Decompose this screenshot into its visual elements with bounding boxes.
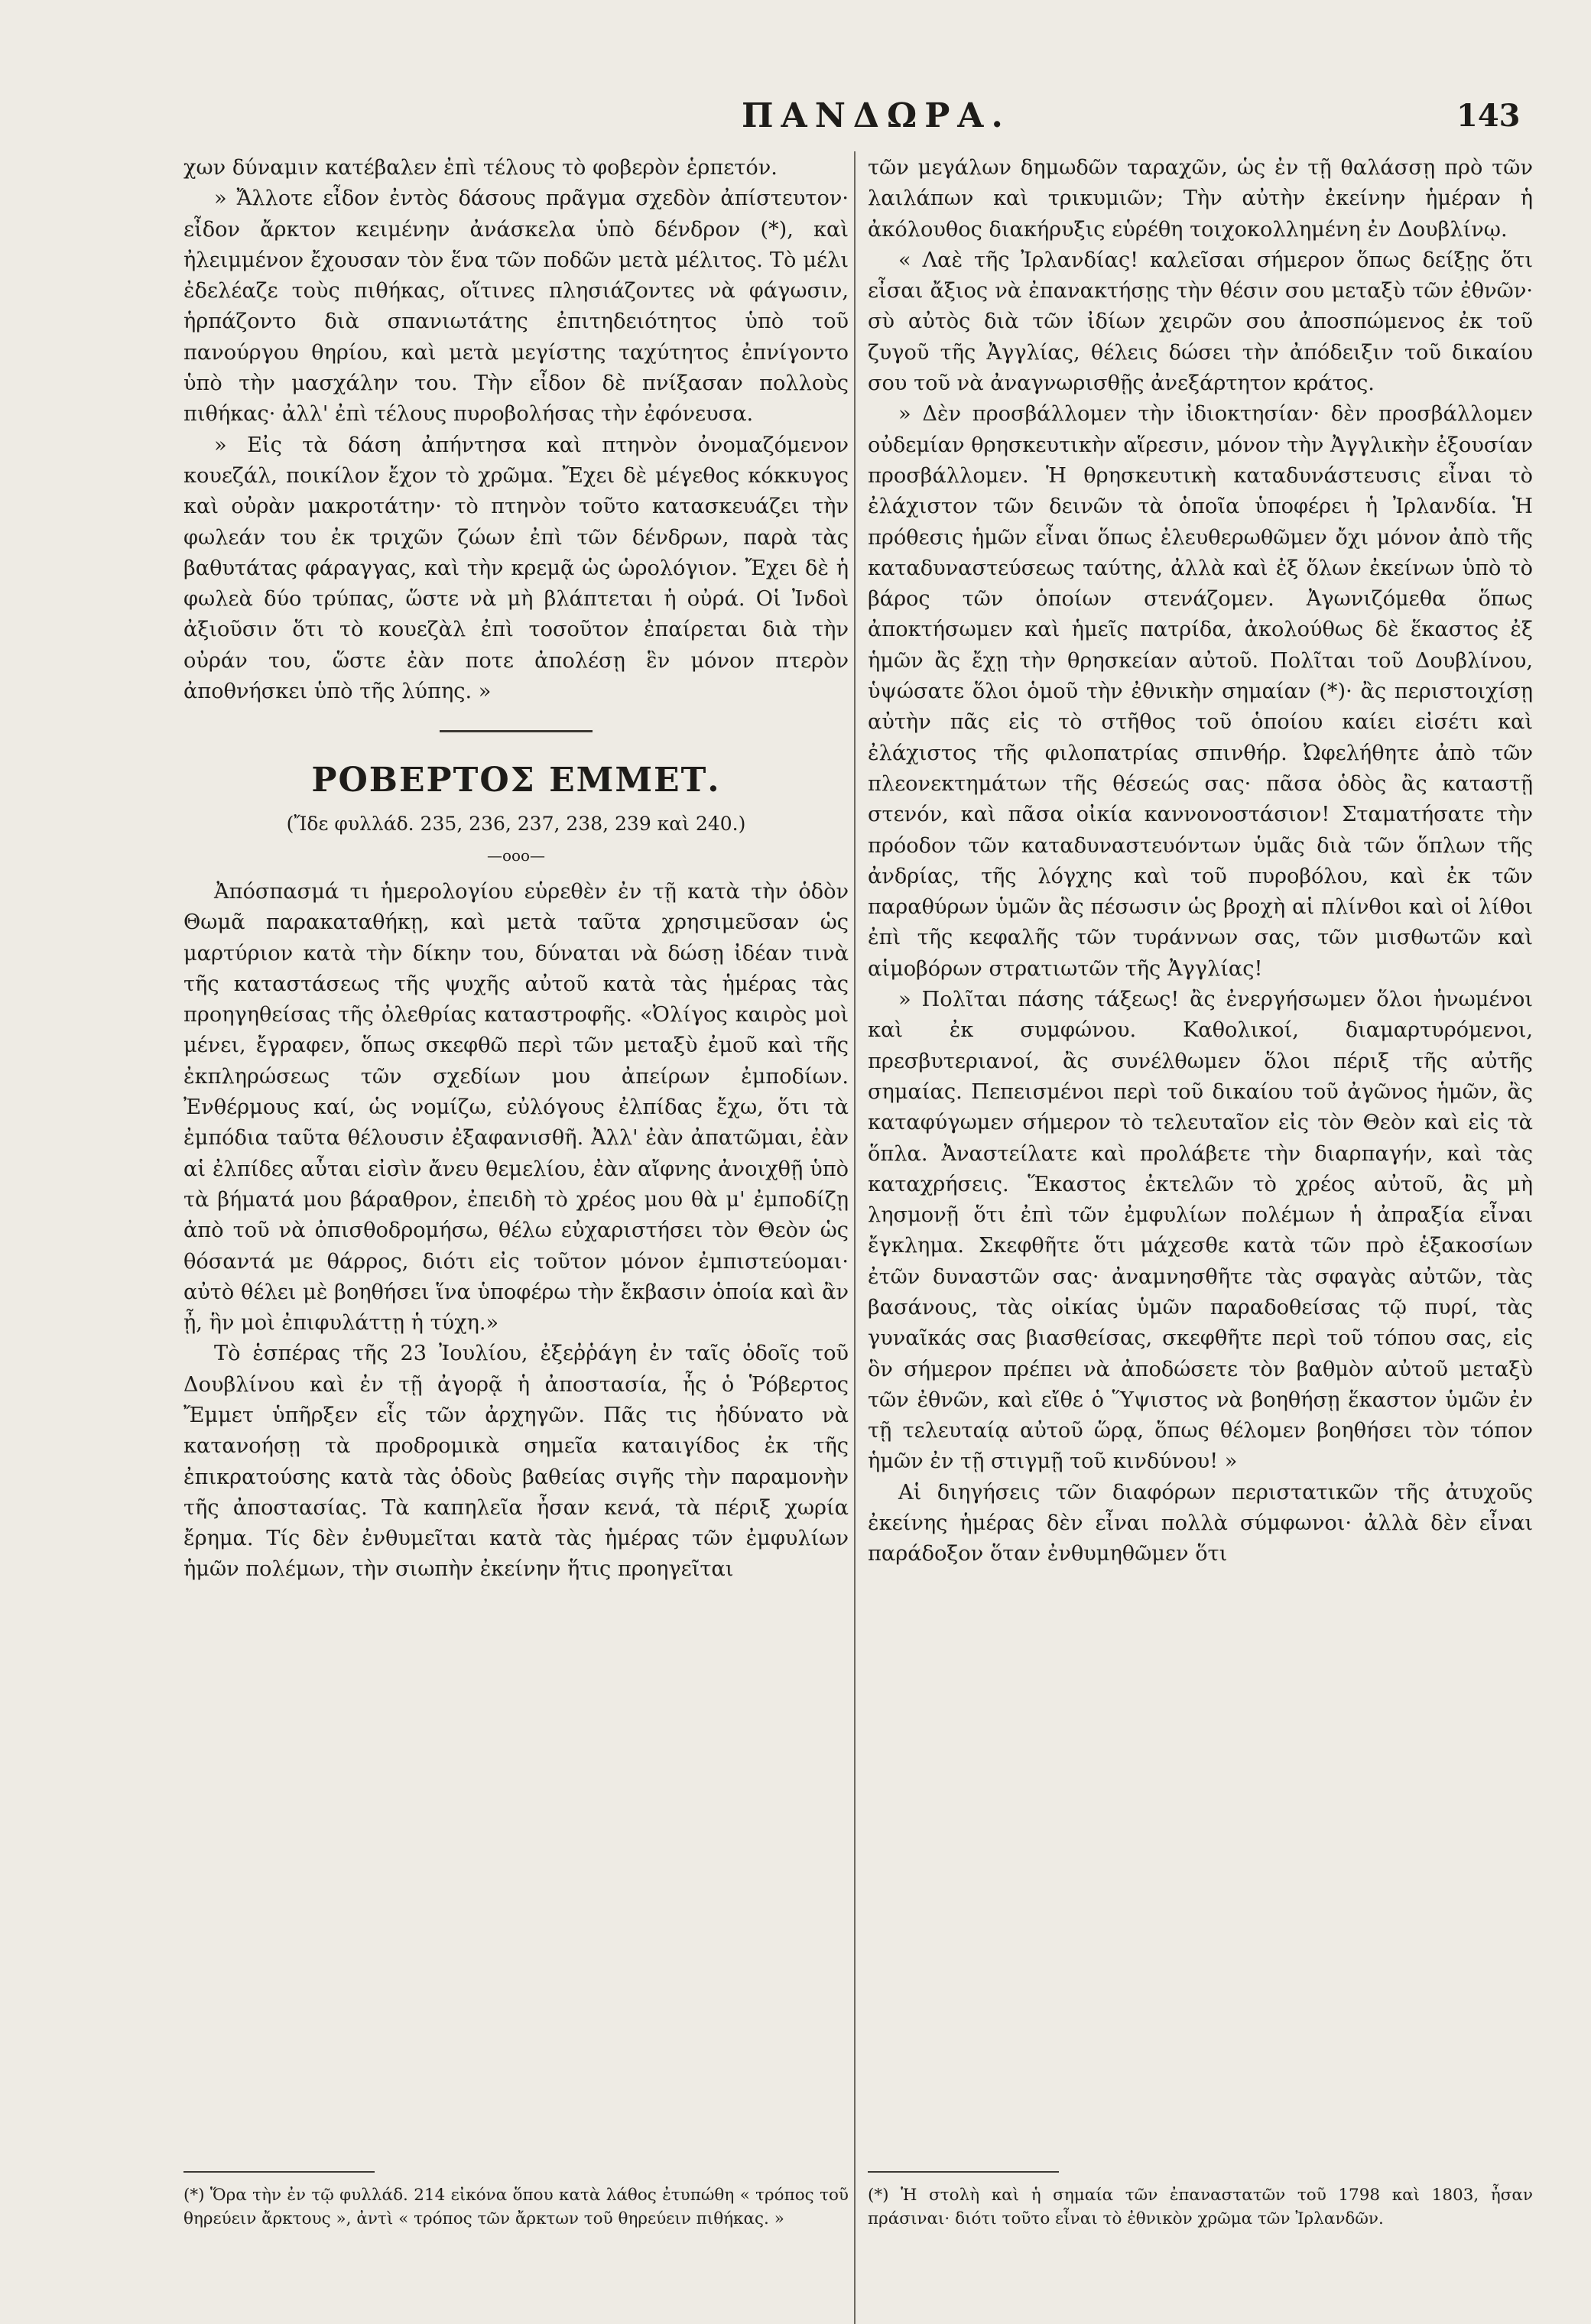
right-footnote: (*) Ἡ στολὴ καὶ ἡ σημαία τῶν ἐπαναστατῶν τοῦ 1798 καὶ 1803, ἦσαν πράσιναι· διότι τοῦτο εἶναι τὸ ἐθνικὸν χρῶμα τῶν Ἰρλανδῶν. <box>868 2186 1533 2228</box>
column-divider <box>854 151 856 2324</box>
footnote-rule <box>868 2171 1059 2173</box>
left-footnote-area <box>183 2171 849 2231</box>
section-ornament: —οοο— <box>486 846 546 865</box>
right-column <box>868 153 1533 1570</box>
right-footnote-area <box>868 2171 1533 2231</box>
section-reference: (Ἴδε φυλλάδ. 235, 236, 237, 238, 239 καὶ 240.) <box>286 813 746 836</box>
right-paragraph-5: Αἱ διηγήσεις τῶν διαφόρων περιστατικῶν τῆς ἀτυχοῦς ἐκείνης ἡμέρας δὲν εἶναι πολλὰ σύμφωνοι· ἀλλὰ δὲν εἶναι παράδοξον ὅταν ἐνθυμηθῶμεν ὅτι <box>868 1480 1533 1566</box>
right-paragraph-4: » Πολῖται πάσης τάξεως! ἂς ἐνεργήσωμεν ὅλοι ἡνωμένοι καὶ ἐκ συμφώνου. Καθολικοί, διαμαρτυρόμενοι, πρεσβυτεριανοί, ἂς συνέλθωμεν ὅλοι πέριξ τῆς αὐτῆς σημαίας. Πεπεισμένοι περὶ τοῦ δικαίου τοῦ ἀγῶνος ἡμῶν, ἂς καταφύγωμεν σήμερον τὸ τελευταῖον εἰς τὸν Θεὸν καὶ εἰς τὰ ὅπλα. Ἀναστείλατε καὶ προλάβετε τὴν διαρπαγήν, καὶ τὰς καταχρήσεις. Ἕκαστος ἐκτελῶν τὸ χρέος αὐτοῦ, ἂς μὴ λησμονῇ ὅτι ἐπὶ τῶν ἐμφυλίων πολέμων ἡ ἀπραξία εἶναι ἔγκλημα. Σκεφθῆτε ὅτι μάχεσθε κατὰ τῶν πρὸ ἑξακοσίων ἐτῶν δυναστῶν σας· ἀναμνησθῆτε τὰς σφαγὰς αὐτῶν, τὰς βασάνους, τὰς οἰκίας ὑμῶν παραδοθείσας τῷ πυρί, τὰς γυναῖκάς σας βιασθείσας, σκεφθῆτε περὶ τοῦ τόπου σας, εἰς ὃν σήμερον πρέπει νὰ ἀποδώσετε τὸν βαθμὸν αὐτοῦ μεταξὺ τῶν ἐθνῶν, καὶ εἴθε ὁ Ὕψιστος νὰ βοηθήσῃ ἕκαστον ὑμῶν ἐν τῇ τελευταίᾳ αὐτοῦ ὥρᾳ, ὅπως θέλομεν βοηθήσει τὸν τόπον ἡμῶν ἐν τῇ στιγμῇ τοῦ κινδύνου! » <box>868 988 1533 1474</box>
right-paragraph-3: » Δὲν προσβάλλομεν τὴν ἰδιοκτησίαν· δὲν προσβάλλομεν οὐδεμίαν θρησκευτικὴν αἵρεσιν, μόνον τὴν Ἀγγλικὴν ἐξουσίαν προσβάλλομεν. Ἡ θρησκευτικὴ καταδυνάστευσις εἶναι τὸ ἐλάχιστον τῶν δεινῶν τὰ ὁποῖα ὑποφέρει ἡ Ἰρλανδία. Ἡ πρόθεσις ἡμῶν εἶναι ὅπως ἐλευθερωθῶμεν ὄχι μόνον ἀπὸ τῆς καταδυναστεύσεως ταύτης, ἀλλὰ καὶ ἐξ ὅλων ἐκείνων ὑπὸ τὸ βάρος τῶν ὁποίων στενάζομεν. Ἀγωνιζόμεθα ὅπως ἀποκτήσωμεν καὶ ἡμεῖς πατρίδα, ἀκολούθως δὲ ἕκαστος ἐξ ἡμῶν ἂς ἔχῃ τὴν θρησκείαν αὐτοῦ. Πολῖται τοῦ Δουβλίνου, ὑψώσατε ὅλοι ὁμοῦ τὴν ἐθνικὴν σημαίαν (*)· ἂς περιστοιχίσῃ αὐτὴν πᾶς εἰς τὸ στῆθος τοῦ ὁποίου καίει εἰσέτι καὶ ἐλάχιστος τῆς φιλοπατρίας σπινθήρ. Ὠφελήθητε ἀπὸ τῶν πλεονεκτημάτων τῆς θέσεώς σας· πᾶσα ὁδὸς ἂς καταστῇ στενόν, καὶ πᾶσα οἰκία καννονοστάσιον! Σταματήσατε τὴν πρόοδον τῶν καταδυναστευόντων ὑμᾶς διὰ τῶν ὅπλων τῆς ἀνδρίας, τῆς λόγχης καὶ τοῦ πυροβόλου, καὶ ἐκ τῶν παραθύρων ὑμῶν ἂς πέσωσιν ὡς βροχὴ αἱ πλίνθοι καὶ οἱ λίθοι ἐπὶ τῆς κεφαλῆς τῶν τυράννων σας, τῶν μισθωτῶν καὶ αἱμοβόρων στρατιωτῶν τῆς Ἀγγλίας! <box>868 402 1533 981</box>
left-paragraph-4: Ἀπόσπασμά τι ἡμερολογίου εὑρεθὲν ἐν τῇ κατὰ τὴν ὁδὸν Θωμᾶ παρακαταθήκῃ, καὶ μετὰ ταῦτα χρησιμεῦσαν ὡς μαρτύριον κατὰ τὴν δίκην του, δύναται νὰ δώσῃ ἰδέαν τινὰ τῆς καταστάσεως τῆς ψυχῆς αὐτοῦ κατὰ τὰς ἡμέρας τὰς προηγηθείσας τῆς ὀλεθρίας καταστροφῆς. «Ὀλίγος καιρὸς μοὶ μένει, ἔγραφεν, ὅπως σκεφθῶ περὶ τῶν μεταξὺ ἐμοῦ καὶ τῆς ἐκπληρώσεως τῶν σχεδίων μου ἀπείρων ἐμποδίων. Ἐνθέρμους καί, ὡς νομίζω, εὐλόγους ἐλπίδας ἔχω, ὅτι τὰ ἐμπόδια ταῦτα θέλουσιν ἐξαφανισθῆ. Ἀλλ' ἐὰν ἀπατῶμαι, ἐὰν αἱ ἐλπίδες αὗται εἰσὶν ἄνευ θεμελίου, ἐὰν αἴφνης ἀνοιχθῇ ὑπὸ τὰ βήματά μου βάραθρον, ἐπειδὴ τὸ χρέος μου θὰ μ' ἐμποδίζῃ ἀπὸ τοῦ νὰ ὀπισθοδρομήσω, θέλω εὐχαριστήσει τὸν Θεὸν ὡς θόσαντά με θάρρος, διότι εἰς τοῦτον μόνον ἐμπιστεύομαι· αὐτὸ θέλει μὲ βοηθήσει ἵνα ὑποφέρω τὴν ἔκβασιν ὁποία καὶ ἂν ᾖ, ἣν μοὶ ἐπιφυλάττῃ ἡ τύχη.» <box>183 879 849 1336</box>
left-paragraph-1: χων δύναμιν κατέβαλεν ἐπὶ τέλους τὸ φοβερὸν ἑρπετόν. <box>183 156 778 180</box>
running-head <box>0 90 1591 144</box>
right-paragraph-1: τῶν μεγάλων δημωδῶν ταραχῶν, ὡς ἐν τῇ θαλάσσῃ πρὸ τῶν λαιλάπων καὶ τρικυμιῶν; Τὴν αὐτὴν ἐκείνην ἡμέραν ἡ ἀκόλουθος διακήρυξις εὑρέθη τοιχοκολλημένη ἐν Δουβλίνῳ. <box>868 156 1533 242</box>
left-paragraph-3: » Εἰς τὰ δάση ἀπήντησα καὶ πτηνὸν ὀνομαζόμενον κουεζάλ, ποικίλον ἔχον τὸ χρῶμα. Ἔχει δὲ μέγεθος κόκκυγος καὶ οὐρὰν μακροτάτην· τὸ πτηνὸν τοῦτο κατασκευάζει τὴν φωλεάν του ἐκ τριχῶν ζώων ἐπὶ τῶν δένδρων, παρὰ τὰς βαθυτάτας φάραγγας, καὶ τὴν κρεμᾷ ὡς ὡρολόγιον. Ἔχει δὲ ἡ φωλεὰ δύο τρύπας, ὥστε νὰ μὴ βλάπτεται ἡ οὐρά. Οἱ Ἰνδοὶ ἀξιοῦσιν ὅτι τὸ κουεζὰλ ἐπὶ τοσοῦτον ἐπαίρεται διὰ τὴν οὐράν του, ὥστε ἐὰν ποτε ἀπολέσῃ ἓν μόνον πτερὸν ἀποθνήσκει ὑπὸ τῆς λύπης. » <box>183 433 849 704</box>
right-paragraph-2: « Λαὲ τῆς Ἰρλανδίας! καλεῖσαι σήμερον ὅπως δείξῃς ὅτι εἶσαι ἄξιος νὰ ἐπανακτήσῃς τὴν θέσιν σου μεταξὺ τῶν ἐθνῶν· σὺ αὐτὸς διὰ τῶν ἰδίων χειρῶν σου ἀποσπώμενος ἐκ τοῦ ζυγοῦ τῆς Ἀγγλίας, θέλεις δώσει τὴν ἀπόδειξιν τοῦ δικαίου σου τοῦ νὰ ἀναγνωρισθῇς ἀνεξάρτητον κράτος. <box>868 248 1533 396</box>
section-title: ΡΟΒΕΡΤΟΣ ΕΜΜΕΤ. <box>311 761 721 800</box>
running-title: ΠΑΝΔΩΡΑ. <box>742 96 1011 135</box>
left-paragraph-2: » Ἄλλοτε εἶδον ἐντὸς δάσους πρᾶγμα σχεδὸν ἀπίστευτον· εἶδον ἄρκτον κειμένην ἀνάσκελα ὑπὸ δένδρον (*), καὶ ἠλειμμένον ἔχουσαν τὸν ἕνα τῶν ποδῶν μετὰ μέλιτος. Τὸ μέλι ἐδελέαζε τοὺς πιθήκας, οἵτινες πλησιάζοντες νὰ φάγωσιν, ἡρπάζοντο διὰ σπανιωτάτης ἐπιτηδειότητος ὑπὸ τοῦ πανούργου θηρίου, καὶ μετὰ μεγίστης ταχύτητος ἐπνίγοντο ὑπὸ τὴν μασχάλην του. Τὴν εἶδον δὲ πνίξασαν πολλοὺς πιθήκας· ἀλλ' ἐπὶ τέλους πυροβολήσας τὴν ἐφόνευσα. <box>183 187 849 427</box>
page-number: 143 <box>1456 98 1521 134</box>
left-footnote: (*) Ὅρα τὴν ἐν τῷ φυλλάδ. 214 εἰκόνα ὅπου κατὰ λάθος ἐτυπώθη « τρόπος τοῦ θηρεύειν ἄρκτους », ἀντὶ « τρόπος τῶν ἄρκτων τοῦ θηρεύειν πιθήκας. » <box>183 2186 849 2228</box>
left-column <box>183 153 849 1586</box>
left-paragraph-5: Τὸ ἑσπέρας τῆς 23 Ἰουλίου, ἐξεῤῥάγη ἐν ταῖς ὁδοῖς τοῦ Δουβλίνου καὶ ἐν τῇ ἀγορᾷ ἡ ἀποστασία, ἧς ὁ Ῥόβερτος Ἔμμετ ὑπῆρξεν εἷς τῶν ἀρχηγῶν. Πᾶς τις ἠδύνατο νὰ κατανοήσῃ τὰ προδρομικὰ σημεῖα καταιγίδος ἐκ τῆς ἐπικρατούσης κατὰ τὰς ὁδοὺς βαθείας σιγῆς τὴν παραμονὴν τῆς ἀποστασίας. Τὰ καπηλεῖα ἦσαν κενά, τὰ πέριξ χωρία ἔρημα. Τίς δὲν ἐνθυμεῖται κατὰ τὰς ἡμέρας τῶν ἐμφυλίων ἡμῶν πολέμων, τὴν σιωπὴν ἐκείνην ἥτις προηγεῖται <box>183 1342 849 1582</box>
footnote-rule <box>183 2171 375 2173</box>
section-divider <box>440 730 593 732</box>
